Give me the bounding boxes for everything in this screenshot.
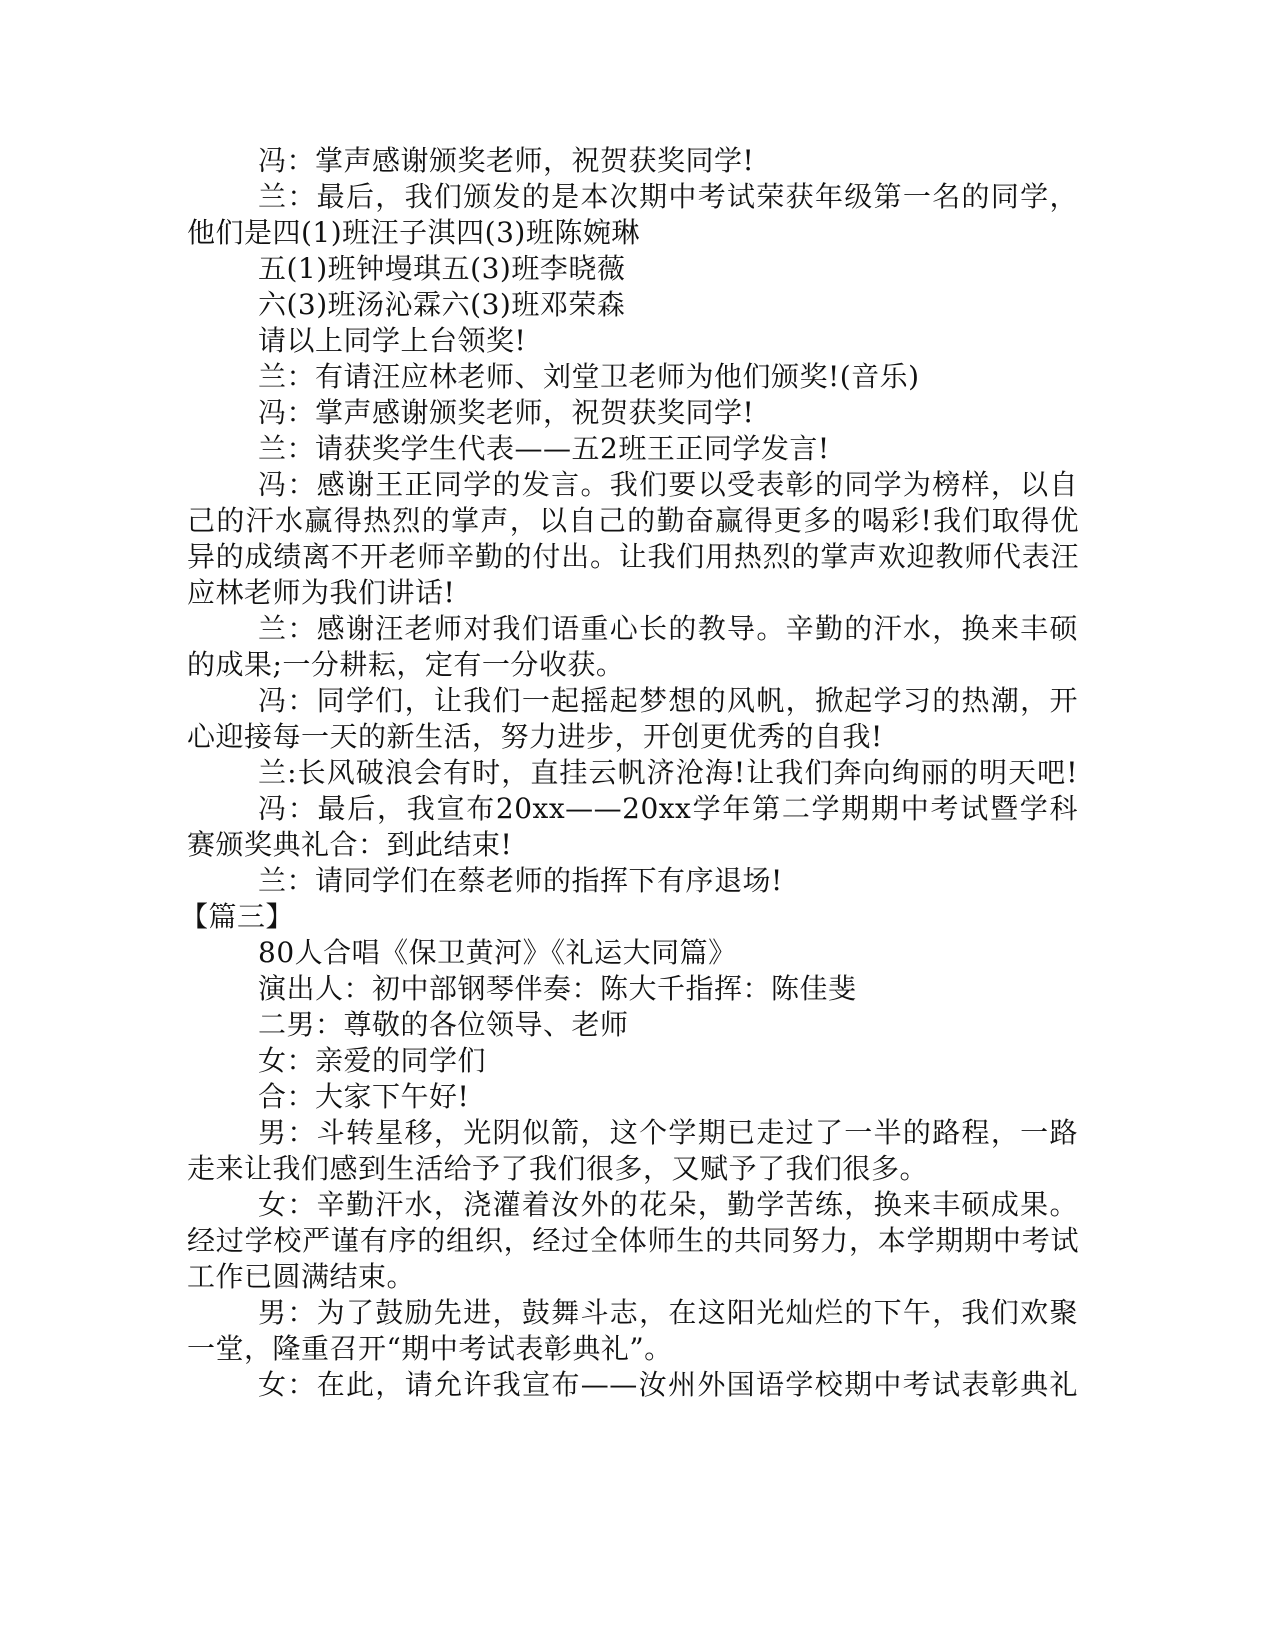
text-line: 他们是四(1)班汪子淇四(3)班陈婉琳 [187,216,640,249]
text-line: 经过学校严谨有序的组织，经过全体师生的共同努力，本学期期中考试 [187,1224,1079,1257]
text-line: 冯：感谢王正同学的发言。我们要以受表彰的同学为榜样，以自 [258,468,1078,501]
text-line: 六(3)班汤沁霖六(3)班邓荣森 [258,288,626,321]
text-line: 五(1)班钟墁琪五(3)班李晓薇 [258,252,626,285]
text-line: 男：为了鼓励先进，鼓舞斗志，在这阳光灿烂的下午，我们欢聚 [258,1296,1078,1329]
text-line: 工作已圆满结束。 [187,1260,416,1293]
text-line: 冯：掌声感谢颁奖老师，祝贺获奖同学! [258,144,755,177]
text-line: 冯：最后，我宣布20xx——20xx学年第二学期期中考试暨学科 [258,792,1078,825]
text-line: 异的成绩离不开老师辛勤的付出。让我们用热烈的掌声欢迎教师代表汪 [187,540,1079,573]
text-line: 一堂，隆重召开“期中考试表彰典礼”。 [187,1332,673,1365]
text-line: 兰：请获奖学生代表——五2班王正同学发言! [258,432,830,465]
text-line: 请以上同学上台领奖! [258,324,527,357]
text-line: 走来让我们感到生活给予了我们很多，又赋予了我们很多。 [187,1152,929,1185]
text-line: 合：大家下午好! [258,1080,470,1113]
text-line: 冯：掌声感谢颁奖老师，祝贺获奖同学! [258,396,755,429]
text-line: 女：在此，请允许我宣布——汝州外国语学校期中考试表彰典礼 [258,1368,1078,1401]
text-line: 冯：同学们，让我们一起摇起梦想的风帆，掀起学习的热潮，开 [258,684,1078,717]
text-line: 兰:长风破浪会有时，直挂云帆济沧海!让我们奔向绚丽的明天吧! [258,756,1078,789]
text-line: 女：亲爱的同学们 [258,1044,487,1077]
section-heading: 【篇三】 [180,900,295,933]
text-line: 演出人：初中部钢琴伴奏：陈大千指挥：陈佳斐 [258,972,857,1005]
text-line: 应林老师为我们讲话! [187,576,456,609]
text-line: 男：斗转星移，光阴似箭，这个学期已走过了一半的路程，一路 [258,1116,1078,1149]
text-line: 80人合唱《保卫黄河》《礼运大同篇》 [258,936,737,969]
text-line: 赛颁奖典礼合：到此结束! [187,828,513,861]
text-line: 女：辛勤汗水，浇灌着汝外的花朵，勤学苦练，换来丰硕成果。 [258,1188,1078,1221]
text-line: 的成果;一分耕耘，定有一分收获。 [187,648,625,681]
text-line: 兰：有请汪应林老师、刘堂卫老师为他们颁奖!(音乐) [258,360,920,393]
text-line: 心迎接每一天的新生活，努力进步，开创更优秀的自我! [187,720,883,753]
text-line: 兰：感谢汪老师对我们语重心长的教导。辛勤的汗水，换来丰硕 [258,612,1078,645]
text-line: 二男：尊敬的各位领导、老师 [258,1008,629,1041]
text-line: 兰：请同学们在蔡老师的指挥下有序退场! [258,864,783,897]
text-line: 兰：最后，我们颁发的是本次期中考试荣获年级第一名的同学， [258,180,1078,213]
text-line: 己的汗水赢得热烈的掌声，以自己的勤奋赢得更多的喝彩!我们取得优 [187,504,1079,537]
